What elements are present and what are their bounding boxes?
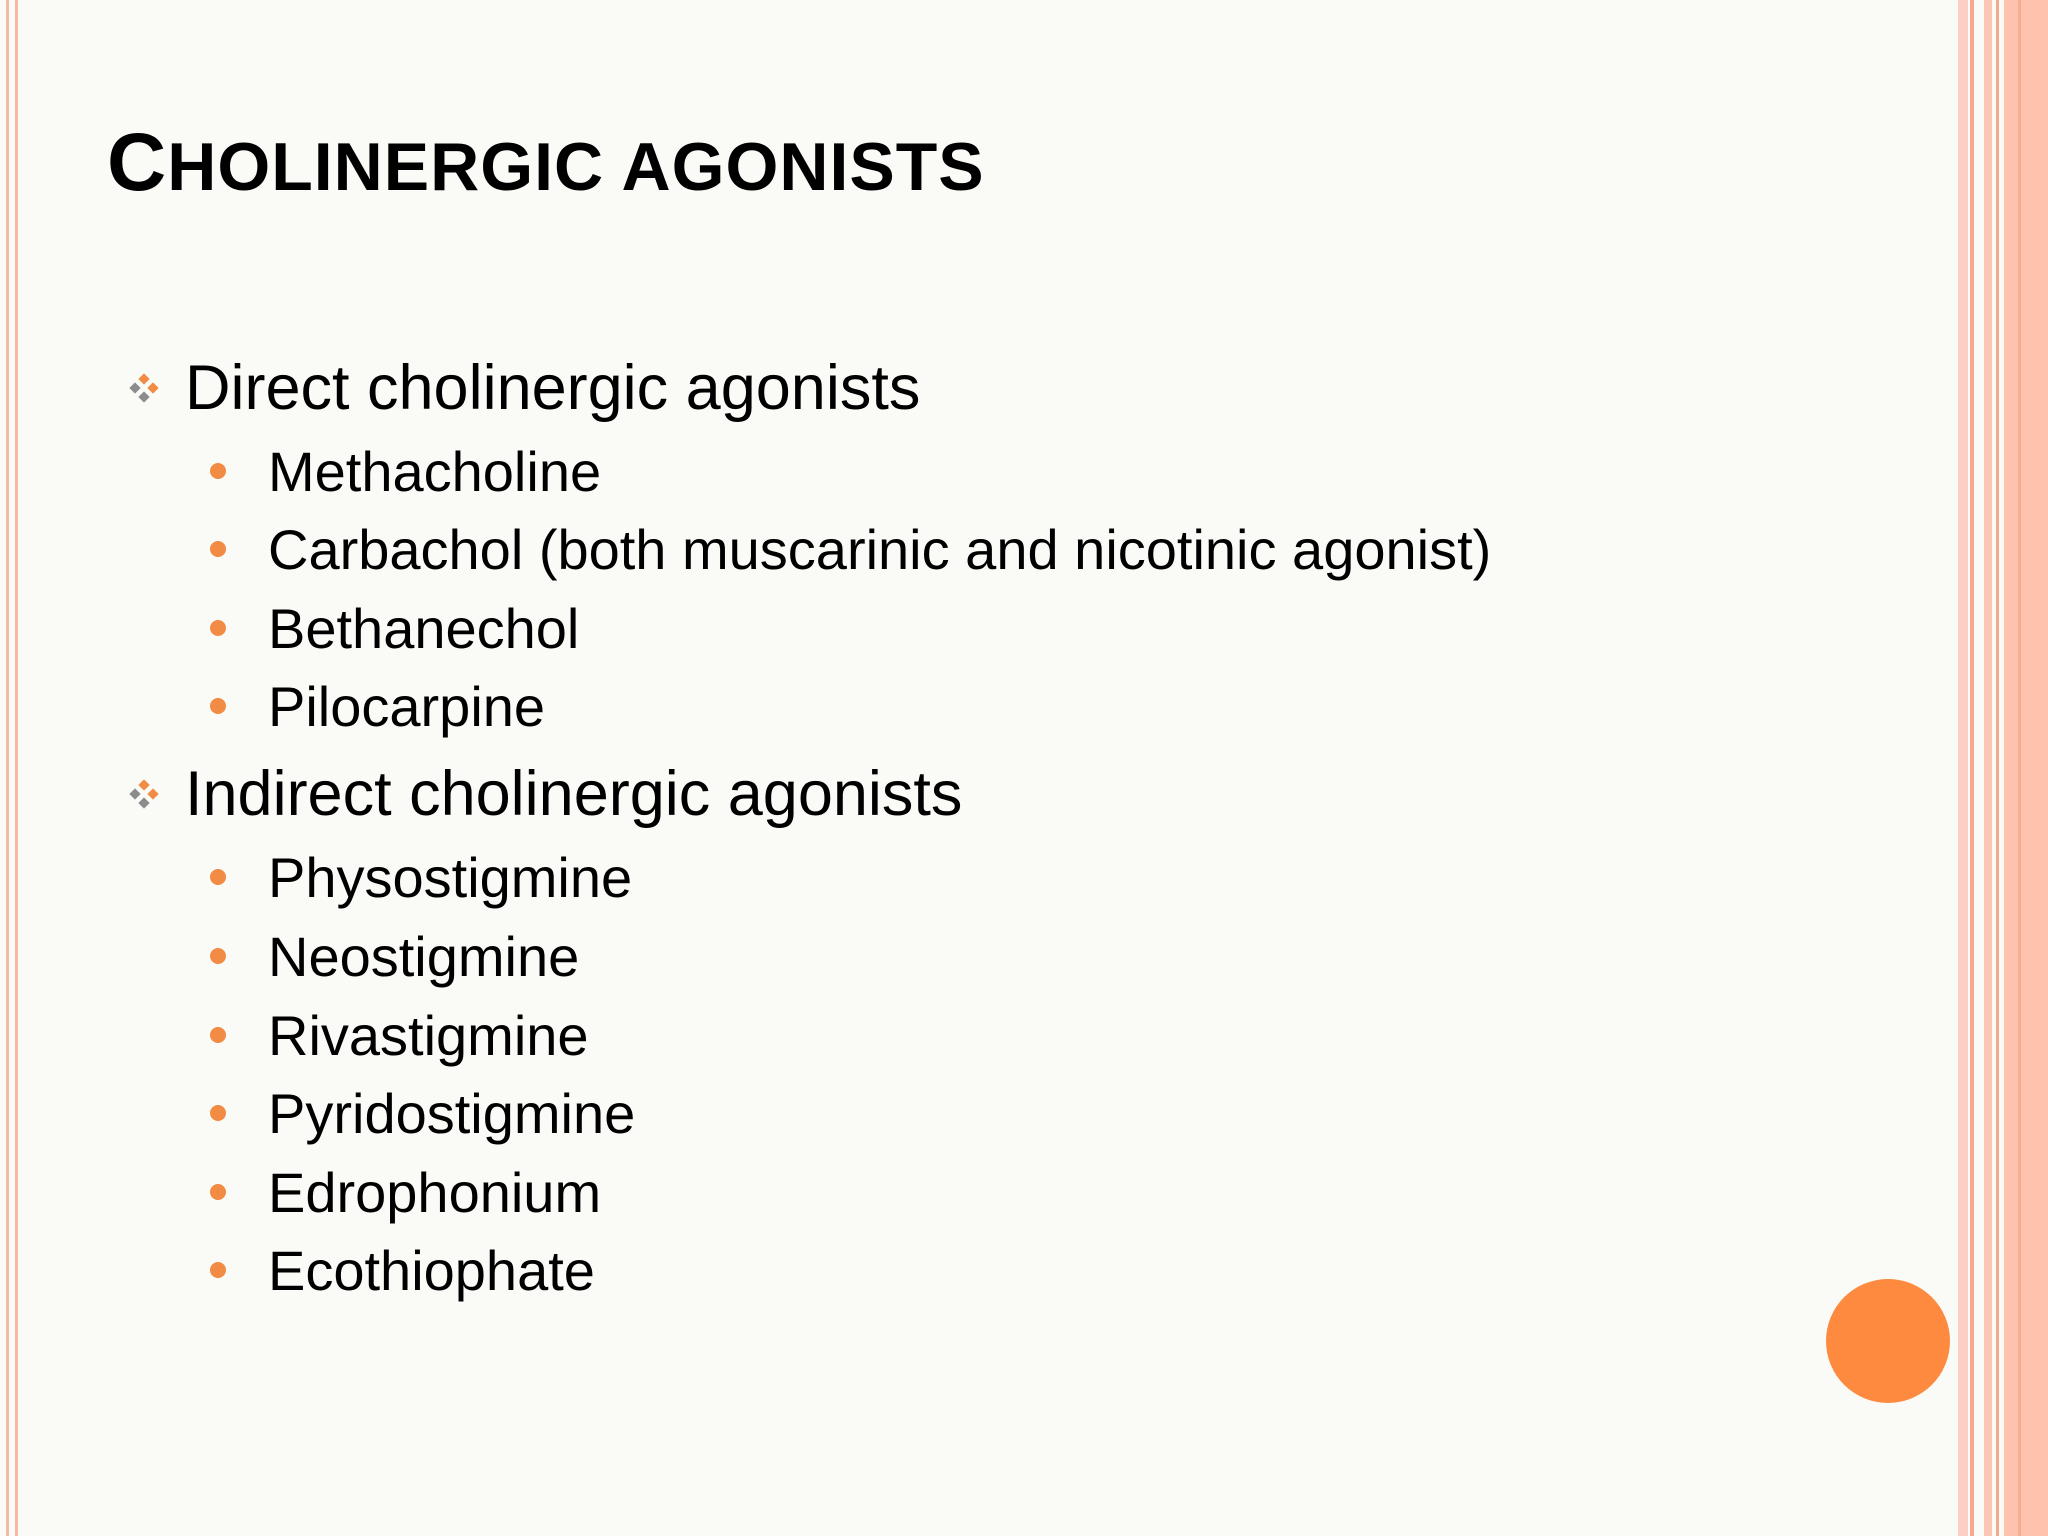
list-item xyxy=(210,432,601,510)
bullet-dot-icon xyxy=(210,869,226,885)
bullet-dot-icon xyxy=(210,1027,226,1043)
list-item-text: Ecothiophate xyxy=(268,1238,595,1302)
right-border-stripe-4 xyxy=(1996,0,1999,1536)
list-item xyxy=(210,510,1491,588)
right-border-stripe-3 xyxy=(1984,0,1992,1536)
bullet-dot-icon xyxy=(210,463,226,479)
list-item xyxy=(210,996,589,1074)
right-border-stripe-2 xyxy=(1970,0,1974,1536)
title-rest: HOLINERGIC AGONISTS xyxy=(167,129,985,205)
list-item xyxy=(210,667,545,745)
diamond-cluster-icon xyxy=(127,371,161,405)
list-item xyxy=(210,589,579,667)
group-label: Indirect cholinergic agonists xyxy=(185,759,963,829)
list-item-text: Pilocarpine xyxy=(268,674,546,738)
bullet-dot-icon xyxy=(210,1262,226,1278)
bullet-dot-icon xyxy=(210,1105,226,1121)
list-item-text: Neostigmine xyxy=(268,924,580,988)
group-heading-indirect xyxy=(127,754,962,834)
list-item-text: Physostigmine xyxy=(268,845,633,909)
group-heading-direct xyxy=(127,348,920,428)
right-border-stripe-6 xyxy=(2018,0,2021,1536)
list-item xyxy=(210,1074,635,1152)
bullet-dot-icon xyxy=(210,620,226,636)
list-item xyxy=(210,1153,601,1231)
list-item-text: Pyridostigmine xyxy=(268,1081,636,1145)
list-item-text: Carbachol (both muscarinic and nicotinic agonist) xyxy=(268,517,1492,581)
list-item-text: Rivastigmine xyxy=(268,1003,589,1067)
bullet-dot-icon xyxy=(210,698,226,714)
left-border-line-inner xyxy=(15,0,18,1536)
list-item-text: Methacholine xyxy=(268,439,602,503)
right-border-stripe-1 xyxy=(1958,0,1968,1536)
diamond-cluster-icon xyxy=(127,777,161,811)
list-item-text: Bethanechol xyxy=(268,596,580,660)
bullet-dot-icon xyxy=(210,541,226,557)
decorative-circle xyxy=(1826,1279,1950,1403)
group-label: Direct cholinergic agonists xyxy=(185,353,921,423)
bullet-dot-icon xyxy=(210,948,226,964)
list-item xyxy=(210,1231,595,1309)
right-border-stripe-5 xyxy=(2004,0,2048,1536)
page-title xyxy=(107,117,985,208)
list-item xyxy=(210,917,579,995)
title-initial: C xyxy=(107,117,168,208)
left-border-line-outer xyxy=(6,0,9,1536)
list-item xyxy=(210,838,632,916)
list-item-text: Edrophonium xyxy=(268,1160,602,1224)
bullet-dot-icon xyxy=(210,1184,226,1200)
